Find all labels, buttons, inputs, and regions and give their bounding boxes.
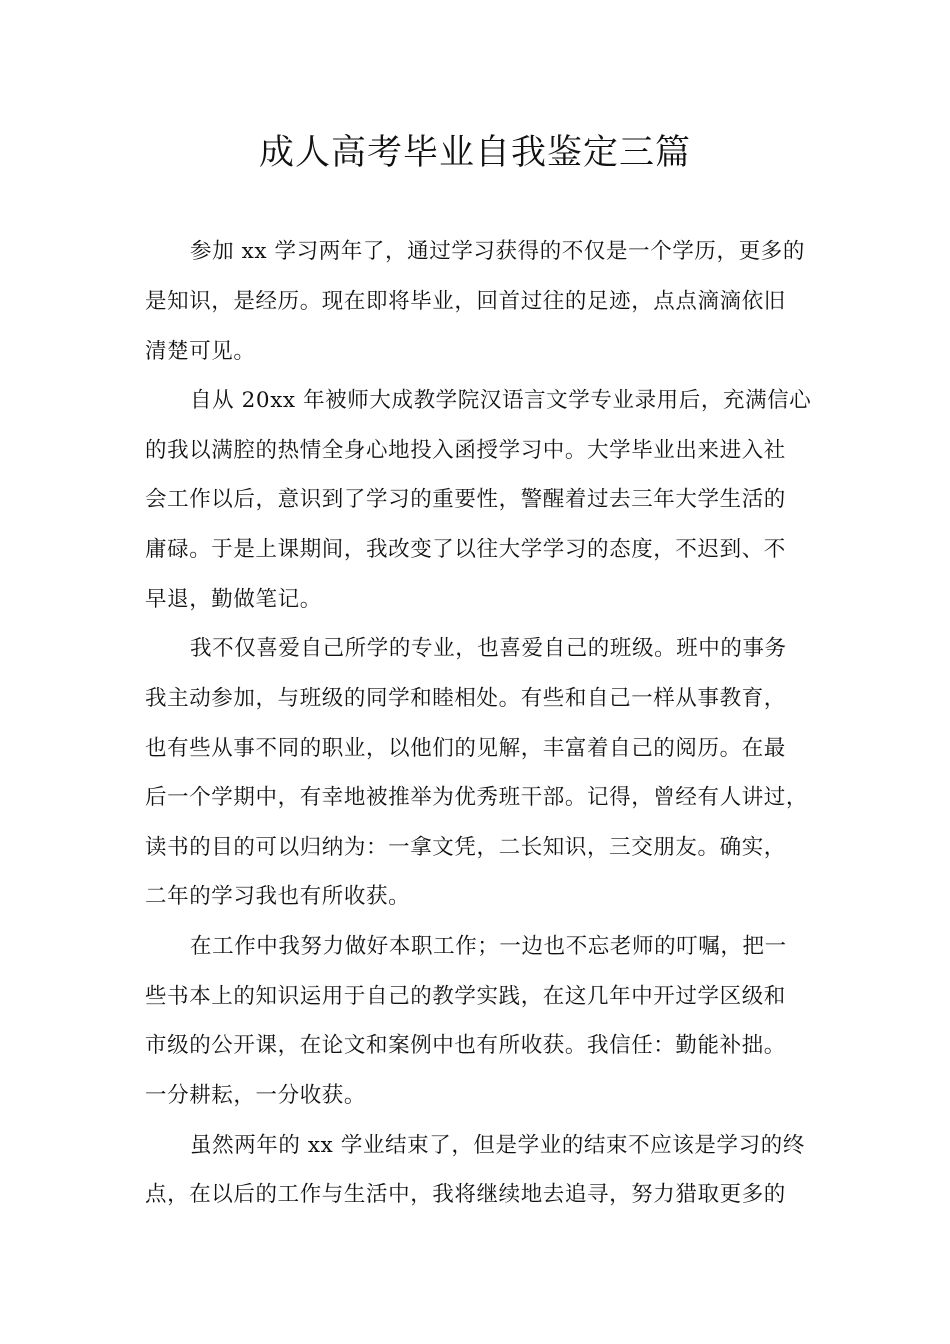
paragraph-3-line-1: 我不仅喜爱自己所学的专业，也喜爱自己的班级。班中的事务: [190, 636, 787, 661]
paragraph-2-line-3: 会工作以后，意识到了学习的重要性，警醒着过去三年大学生活的: [145, 487, 786, 512]
paragraph-1-line-3: 清楚可见。: [145, 339, 256, 364]
paragraph-1-line-1: 参加 xx 学习两年了，通过学习获得的不仅是一个学历，更多的: [190, 239, 805, 264]
paragraph-2-line-5: 早退，勤做笔记。: [145, 587, 322, 612]
paragraph-4-line-1: 在工作中我努力做好本职工作；一边也不忘老师的叮嘱，把一: [190, 934, 787, 959]
paragraph-2-line-1: 自从 20xx 年被师大成教学院汉语言文学专业录用后，充满信心: [190, 388, 812, 413]
paragraph-4-line-2: 些书本上的知识运用于自己的教学实践，在这几年中开过学区级和: [145, 984, 786, 1009]
paragraph-4-line-3: 市级的公开课，在论文和案例中也有所收获。我信任：勤能补拙。: [145, 1033, 786, 1058]
paragraph-3-line-3: 也有些从事不同的职业，以他们的见解，丰富着自己的阅历。在最: [145, 736, 786, 761]
paragraph-1-line-2: 是知识，是经历。现在即将毕业，回首过往的足迹，点点滴滴依旧: [145, 289, 786, 314]
paragraph-5-line-2: 点，在以后的工作与生活中，我将继续地去追寻，努力猎取更多的: [145, 1182, 786, 1207]
paragraph-2-line-2: 的我以满腔的热情全身心地投入函授学习中。大学毕业出来进入社: [145, 438, 786, 463]
paragraph-3-line-6: 二年的学习我也有所收获。: [145, 884, 411, 909]
paragraph-3-line-2: 我主动参加，与班级的同学和睦相处。有些和自己一样从事教育，: [145, 686, 786, 711]
paragraph-2-line-4: 庸碌。于是上课期间，我改变了以往大学学习的态度，不迟到、不: [145, 537, 786, 562]
paragraph-3-line-4: 后一个学期中，有幸地被推举为优秀班干部。记得，曾经有人讲过，: [145, 785, 809, 810]
paragraph-5-line-1: 虽然两年的 xx 学业结束了，但是学业的结束不应该是学习的终: [190, 1133, 805, 1158]
paragraph-4-line-4: 一分耕耘，一分收获。: [145, 1083, 367, 1108]
paragraph-3-line-5: 读书的目的可以归纳为：一拿文凭，二长知识，三交朋友。确实，: [145, 835, 786, 860]
document-title: 成人高考毕业自我鉴定三篇: [258, 133, 691, 173]
